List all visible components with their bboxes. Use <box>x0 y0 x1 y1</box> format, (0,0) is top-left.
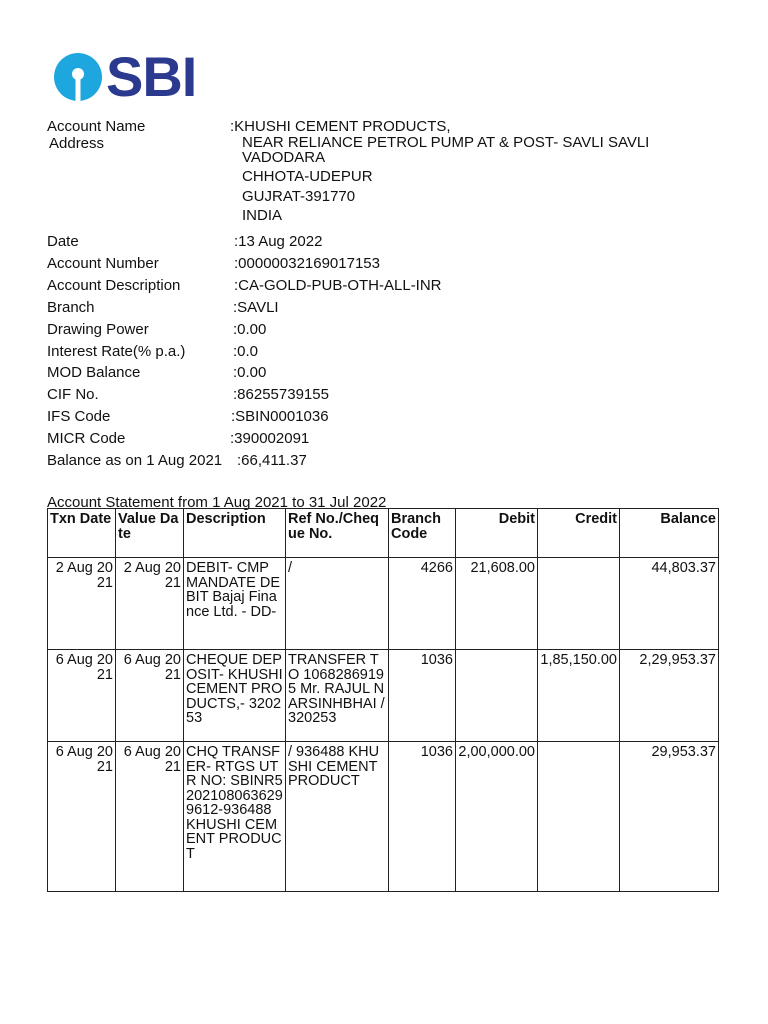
header-txn-date: Txn Date <box>48 509 116 558</box>
value-date-cell: 6 Aug 2021 <box>116 742 184 892</box>
header-ref-no: Ref No./Cheque No. <box>286 509 389 558</box>
field-value: :390002091 <box>230 430 310 447</box>
description-cell: CHEQUE DEPOSIT- KHUSHI CEMENT PRODUCTS,- 320253 <box>184 650 286 742</box>
balance-cell: 29,953.37 <box>620 742 719 892</box>
table-row <box>48 742 719 892</box>
field-value: :00000032169017153 <box>234 255 380 272</box>
table-header-row <box>48 509 719 558</box>
balance-cell: 2,29,953.37 <box>620 650 719 742</box>
header-description: Description <box>184 509 286 558</box>
txn-date-cell: 6 Aug 2021 <box>48 650 116 742</box>
address-line: INDIA <box>242 207 283 224</box>
table-row <box>48 650 719 742</box>
debit-cell: 2,00,000.00 <box>456 742 538 892</box>
value-date-cell: 2 Aug 2021 <box>116 558 184 650</box>
statement-title: Account Statement from 1 Aug 2021 to 31 Jul 2022 <box>47 494 387 511</box>
logo-text: SBI <box>106 45 197 108</box>
field-value: :0.0 <box>233 343 259 360</box>
field-value: :0.00 <box>233 364 267 381</box>
field-label: Drawing Power <box>47 321 149 338</box>
ref-cell: TRANSFER TO 10682869195 Mr. RAJUL NARSINHBHAI / 320253 <box>286 650 389 742</box>
field-value: :66,411.37 <box>237 452 307 469</box>
branch-code-cell: 1036 <box>389 742 456 892</box>
header-balance: Balance <box>620 509 719 558</box>
sbi-keyhole-icon <box>54 53 102 101</box>
header-branch-code: Branch Code <box>389 509 456 558</box>
balance-cell: 44,803.37 <box>620 558 719 650</box>
branch-code-cell: 4266 <box>389 558 456 650</box>
field-label: Account Description <box>47 277 181 294</box>
field-label: Date <box>47 233 79 250</box>
table-row <box>48 558 719 650</box>
debit-cell <box>456 650 538 742</box>
address-line: CHHOTA-UDEPUR <box>242 168 373 185</box>
ref-cell: / 936488 KHUSHI CEMENT PRODUCT <box>286 742 389 892</box>
field-label: Account Number <box>47 255 159 272</box>
address-label: Address <box>49 135 105 152</box>
sbi-logo <box>54 45 197 108</box>
debit-cell: 21,608.00 <box>456 558 538 650</box>
field-value: :86255739155 <box>233 386 329 403</box>
field-label: Balance as on 1 Aug 2021 <box>47 452 223 469</box>
branch-code-cell: 1036 <box>389 650 456 742</box>
transactions-table <box>47 508 719 892</box>
address-line: NEAR RELIANCE PETROL PUMP AT & POST- SAVLI SAVLI <box>242 134 650 151</box>
header-debit: Debit <box>456 509 538 558</box>
description-cell: DEBIT- CMP MANDATE DEBIT Bajaj Finance Ltd. - DD- <box>184 558 286 650</box>
field-label: CIF No. <box>47 386 99 403</box>
header-credit: Credit <box>538 509 620 558</box>
credit-cell: 1,85,150.00 <box>538 650 620 742</box>
field-label: Branch <box>47 299 95 316</box>
field-label: MOD Balance <box>47 364 141 381</box>
field-value: :SBIN0001036 <box>231 408 329 425</box>
credit-cell <box>538 742 620 892</box>
field-value: :0.00 <box>233 321 267 338</box>
field-value: :13 Aug 2022 <box>234 233 323 250</box>
ref-cell: / <box>286 558 389 650</box>
txn-date-cell: 2 Aug 2021 <box>48 558 116 650</box>
field-value: :SAVLI <box>233 299 279 316</box>
header-value-date: Value Date <box>116 509 184 558</box>
field-label: MICR Code <box>47 430 126 447</box>
field-label: IFS Code <box>47 408 111 425</box>
credit-cell <box>538 558 620 650</box>
account-name-label: Account Name <box>47 118 146 135</box>
value-date-cell: 6 Aug 2021 <box>116 650 184 742</box>
field-label: Interest Rate(% p.a.) <box>47 343 186 360</box>
address-line: VADODARA <box>242 149 326 166</box>
account-name-value: :KHUSHI CEMENT PRODUCTS, <box>230 118 451 135</box>
field-value: :CA-GOLD-PUB-OTH-ALL-INR <box>234 277 442 294</box>
address-line: GUJRAT-391770 <box>242 188 356 205</box>
description-cell: CHQ TRANSFER- RTGS UTR NO: SBINR52021080636299612-936488 KHUSHI CEMENT PRODUCT <box>184 742 286 892</box>
txn-date-cell: 6 Aug 2021 <box>48 742 116 892</box>
